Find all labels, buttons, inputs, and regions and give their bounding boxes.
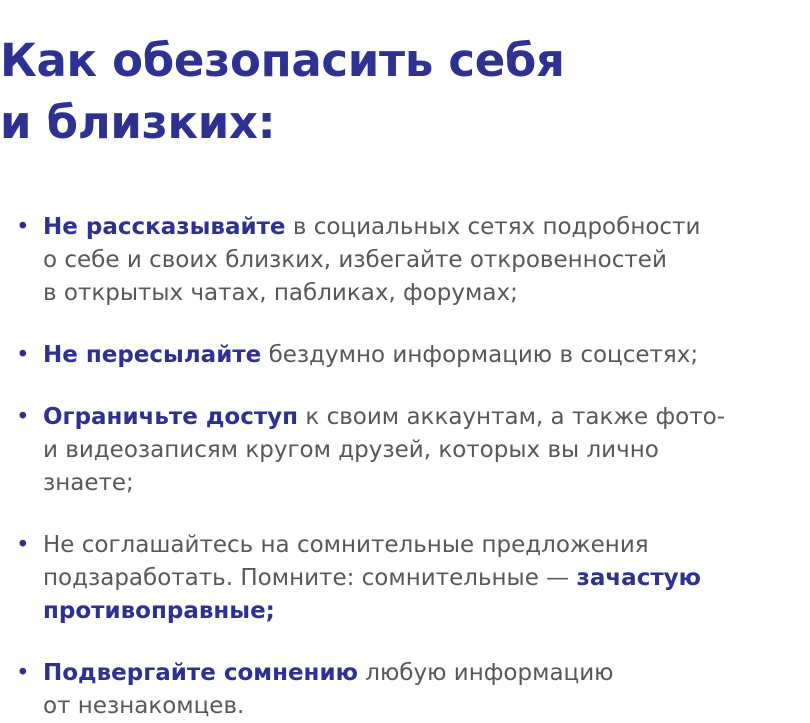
tip-emphasis: противоправные; [43, 598, 275, 624]
safety-tips-list [16, 211, 796, 723]
title-line-2: и близких: [0, 96, 276, 149]
tip-text: и видеозаписям кругом друзей, которых вы лично [43, 437, 659, 463]
tip-line [43, 562, 796, 595]
tip-text: подзаработать. Помните: сомнительные — [43, 565, 577, 591]
tip-emphasis: Не рассказывайте [43, 214, 286, 240]
tip-line [43, 401, 796, 434]
bullet-icon: • [16, 342, 30, 368]
tip-dont-forward [16, 339, 796, 372]
page-title [0, 30, 565, 154]
tip-text: от незнакомцев. [43, 693, 245, 719]
bullet-icon: • [16, 660, 30, 686]
tip-line [43, 244, 796, 277]
tip-line [43, 529, 796, 562]
tip-dubious-offers [16, 529, 796, 628]
tip-line [43, 595, 796, 628]
tip-text: бездумно информацию в соцсетях; [261, 342, 699, 368]
tip-emphasis: зачастую [576, 565, 702, 591]
tip-doubt-strangers [16, 657, 796, 723]
tip-line [43, 657, 796, 690]
tip-line [43, 467, 796, 500]
tip-line [43, 434, 796, 467]
tip-emphasis: Не пересылайте [43, 342, 262, 368]
tip-text: в открытых чатах, пабликах, форумах; [43, 280, 518, 306]
bullet-icon: • [16, 532, 30, 558]
tip-text: о себе и своих близких, избегайте откровенностей [43, 247, 667, 273]
bullet-icon: • [16, 404, 30, 430]
tip-text: Не соглашайтесь на сомнительные предложения [43, 532, 649, 558]
tip-dont-share-details [16, 211, 796, 310]
tip-text: любую информацию [357, 660, 614, 686]
tip-text: знаете; [43, 470, 134, 496]
tip-limit-access [16, 401, 796, 500]
tip-text: в социальных сетях подробности [285, 214, 701, 240]
bullet-icon: • [16, 214, 30, 240]
tip-line [43, 277, 796, 310]
tip-emphasis: Ограничьте доступ [43, 404, 299, 430]
tip-line [43, 339, 796, 372]
tip-line [43, 211, 796, 244]
tip-emphasis: Подвергайте сомнению [43, 660, 358, 686]
tip-text: к своим аккаунтам, а также фото- [298, 404, 726, 430]
title-line-1: Как обезопасить себя [0, 34, 565, 87]
tip-line [43, 690, 796, 723]
